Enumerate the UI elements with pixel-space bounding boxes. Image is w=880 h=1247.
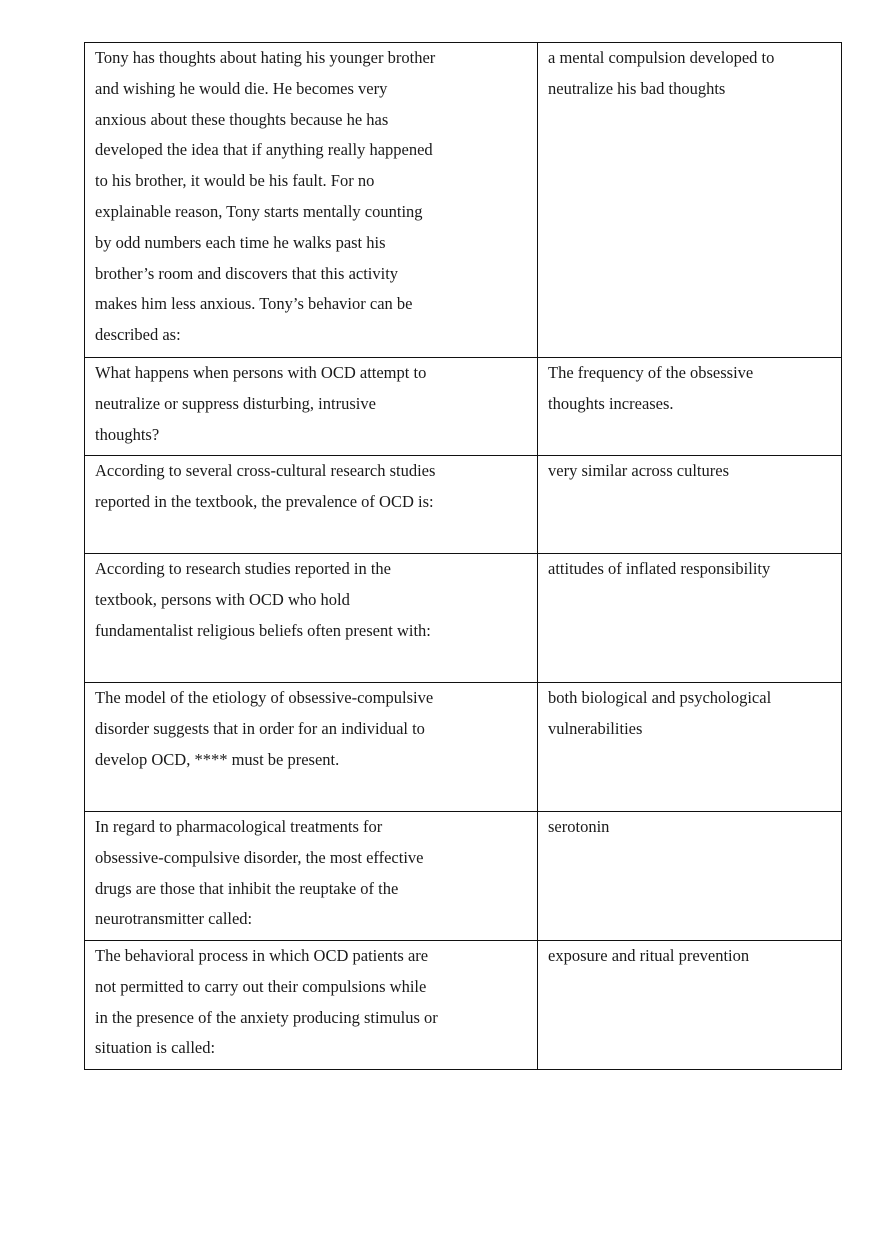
question-answer-table (84, 42, 842, 1070)
question-cell (85, 941, 538, 1070)
answer-text: attitudes of inflated responsibility (548, 559, 771, 578)
answer-cell (538, 456, 842, 554)
table-row (85, 554, 842, 683)
answer-text: very similar across cultures (548, 461, 729, 480)
answer-cell (538, 683, 842, 812)
question-cell (85, 456, 538, 554)
question-text: Tony has thoughts about hating his younger brother and wishing he would die. He becomes very anxious about these thoughts because he has developed the idea that if anything really happened to his brother, it would be his fault. For no explainable reason, Tony starts mentally counting by odd numbers each time he walks past his brother’s room and discovers that this activity makes him less anxious. Tony’s behavior can be described as: (95, 48, 436, 345)
table-row (85, 456, 842, 554)
question-text: According to several cross-cultural research studies reported in the textbook, the prevalence of OCD is: (95, 461, 436, 511)
answer-cell (538, 941, 842, 1070)
question-cell (85, 812, 538, 941)
answer-text: The frequency of the obsessive thoughts increases. (548, 363, 754, 413)
question-cell (85, 358, 538, 456)
question-cell (85, 554, 538, 683)
answer-text: both biological and psychological vulnerabilities (548, 688, 772, 738)
question-cell (85, 683, 538, 812)
question-text: According to research studies reported in the textbook, persons with OCD who hold fundamentalist religious beliefs often present with: (95, 559, 431, 640)
table-row (85, 683, 842, 812)
answer-cell (538, 554, 842, 683)
answer-text: a mental compulsion developed to neutralize his bad thoughts (548, 48, 775, 98)
answer-text: serotonin (548, 817, 610, 836)
question-cell (85, 43, 538, 358)
table-row (85, 358, 842, 456)
question-text: The behavioral process in which OCD patients are not permitted to carry out their compulsions while in the presence of the anxiety producing stimulus or situation is called: (95, 946, 438, 1058)
answer-cell (538, 358, 842, 456)
answer-cell (538, 812, 842, 941)
question-text: What happens when persons with OCD attempt to neutralize or suppress disturbing, intrusive thoughts? (95, 363, 427, 444)
table-row (85, 812, 842, 941)
table-row (85, 43, 842, 358)
question-text: The model of the etiology of obsessive-compulsive disorder suggests that in order for an individual to develop OCD, **** must be present. (95, 688, 434, 769)
question-text: In regard to pharmacological treatments for obsessive-compulsive disorder, the most effective drugs are those that inhibit the reuptake of the neurotransmitter called: (95, 817, 424, 929)
answer-text: exposure and ritual prevention (548, 946, 750, 965)
answer-cell (538, 43, 842, 358)
table-row (85, 941, 842, 1070)
